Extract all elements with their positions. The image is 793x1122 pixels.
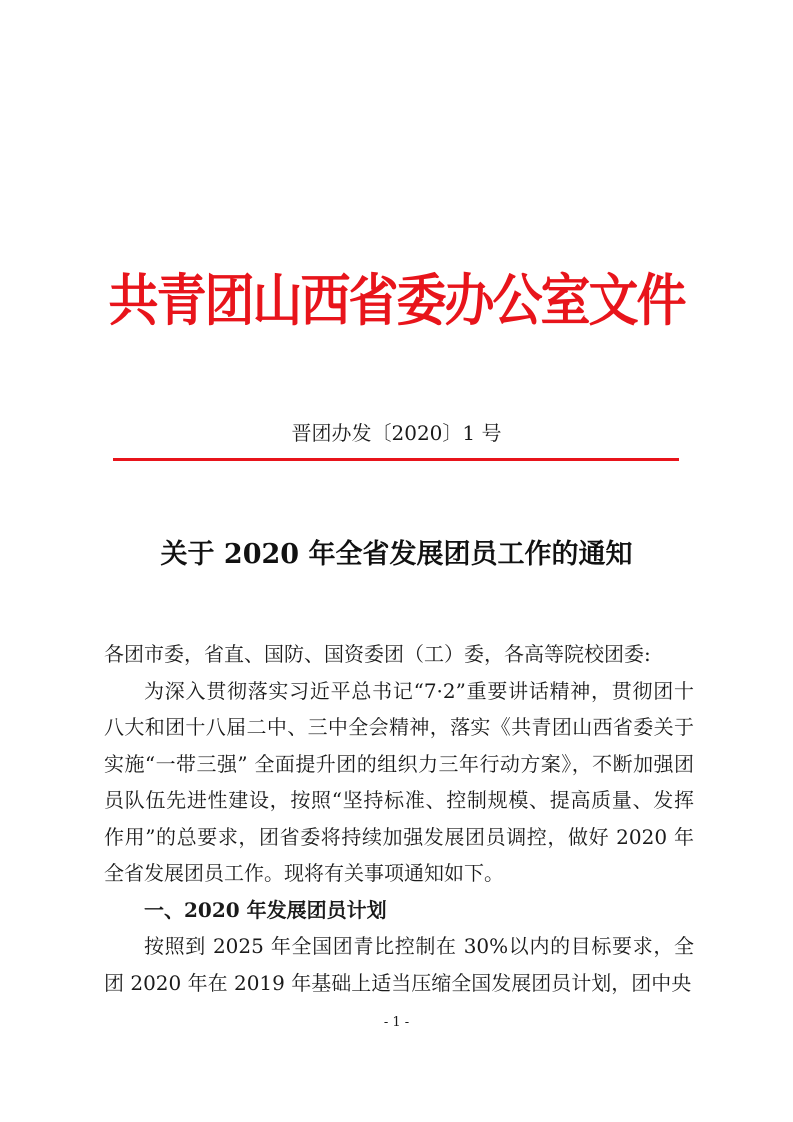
page-number: - 1 - [383,1015,410,1030]
addressee-line: 各团市委，省直、国防、国资委团（工）委，各高等院校团委: [104,642,651,666]
org-header: 共青团山西省委办公室文件 [108,268,685,334]
section-heading: 一、2020 年发展团员计划 [144,897,387,922]
document-number: 晋团办发〔2020〕1 号 [291,421,502,445]
document-title: 关于 2020 年全省发展团员工作的通知 [160,539,633,570]
body-paragraph: 按照到 2025 年全国团青比控制在 30%以内的目标要求，全团 2020 年在 2019 年基础上适当压缩全国发展团员计划，团中央 [104,934,694,995]
red-divider-rule [113,458,679,461]
body-paragraph: 为深入贯彻落实习近平总书记“7·2”重要讲话精神，贯彻团十八大和团十八届二中、三中全会精神，落实《共青团山西省委关于实施“一带三强” 全面提升团的组织力三年行动方案》，不断加强团员队伍先进性建设，按照“坚持标准、控制规模、提高质量、发挥作用”的总要求，团省委将持续加强发展团员调控，做好 2020 年全省发展团员工作。现将有关事项通知如下。 [104,678,694,885]
document-body [104,636,694,1001]
